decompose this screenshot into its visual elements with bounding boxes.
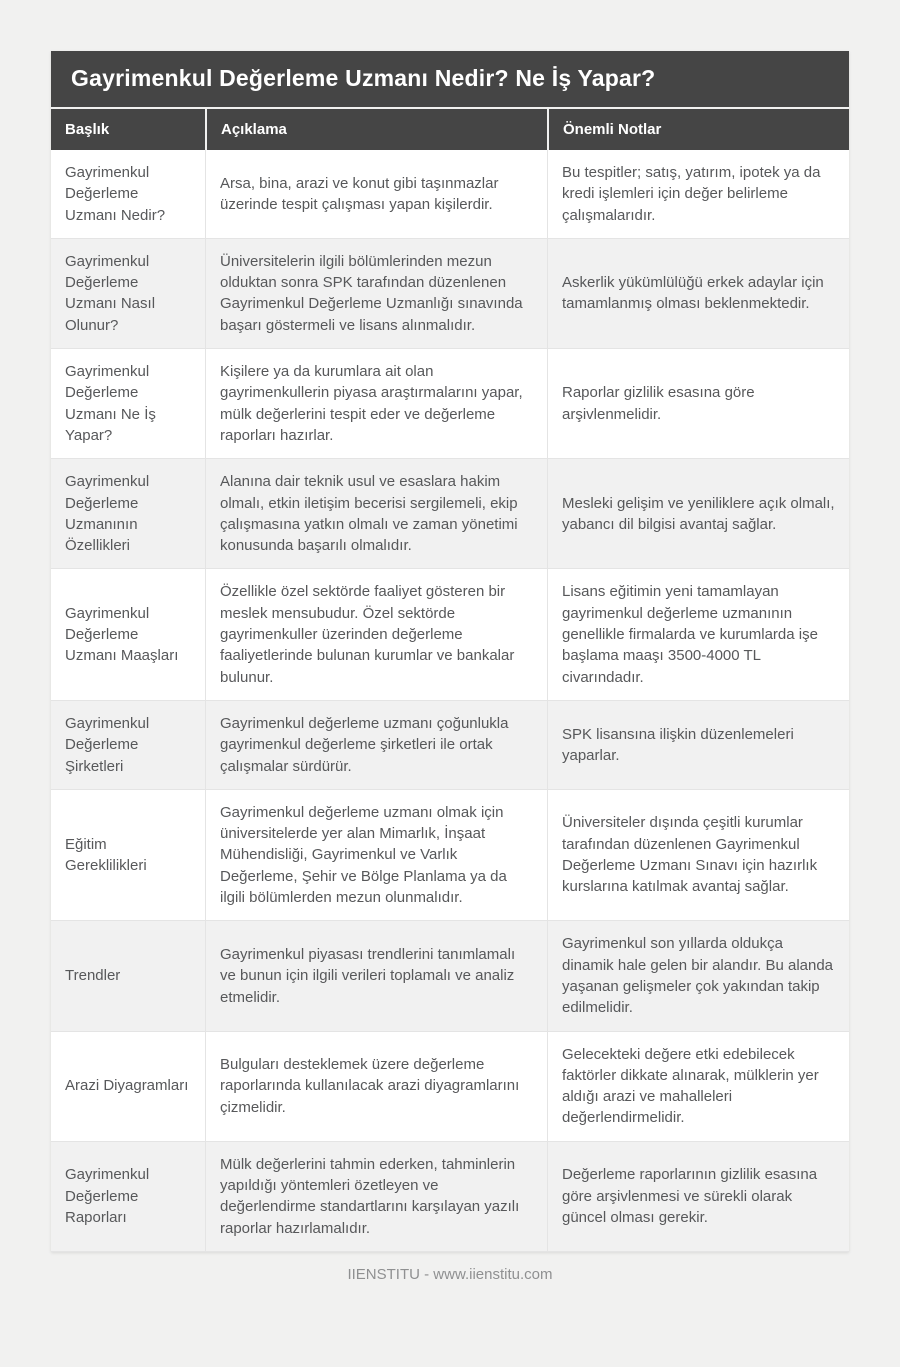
cell-baslik: Arazi Diyagramları [51, 1031, 205, 1141]
table-header [51, 109, 849, 150]
cell-aciklama: Alanına dair teknik usul ve esaslara hakim olmalı, etkin iletişim becerisi sergilemeli, ekip çalışmasına yatkın olmalı ve zaman yönetimi konusunda başarılı olmalıdır. [205, 458, 547, 568]
table-row [51, 1031, 849, 1141]
page [0, 51, 900, 1367]
cell-onemli-notlar: Değerleme raporlarının gizlilik esasına göre arşivlenmesi ve sürekli olarak güncel olması gerekir. [547, 1141, 849, 1252]
table-row [51, 789, 849, 920]
table-row [51, 238, 849, 348]
cell-onemli-notlar: Üniversiteler dışında çeşitli kurumlar tarafından düzenlenen Gayrimenkul Değerleme Uzmanı Sınavı için hazırlık kurslarına katılmak avantaj sağlar. [547, 789, 849, 920]
cell-baslik: Gayrimenkul Değerleme Uzmanı Ne İş Yapar? [51, 348, 205, 458]
table-row [51, 920, 849, 1030]
table-row [51, 150, 849, 238]
cell-baslik: Trendler [51, 920, 205, 1030]
cell-baslik: Eğitim Gereklilikleri [51, 789, 205, 920]
cell-baslik: Gayrimenkul Değerleme Şirketleri [51, 700, 205, 789]
cell-aciklama: Bulguları desteklemek üzere değerleme raporlarında kullanılacak arazi diyagramlarını çizmelidir. [205, 1031, 547, 1141]
cell-onemli-notlar: Bu tespitler; satış, yatırım, ipotek ya da kredi işlemleri için değer belirleme çalışmalarıdır. [547, 150, 849, 238]
cell-baslik: Gayrimenkul Değerleme Uzmanı Nasıl Olunur? [51, 238, 205, 348]
cell-aciklama: Üniversitelerin ilgili bölümlerinden mezun olduktan sonra SPK tarafından düzenlenen Gayrimenkul Değerleme Uzmanlığı sınavında başarı göstermeli ve lisans alınmalıdır. [205, 238, 547, 348]
table-body [51, 150, 849, 1252]
cell-aciklama: Gayrimenkul piyasası trendlerini tanımlamalı ve bunun için ilgili verileri toplamalı ve analiz etmelidir. [205, 920, 547, 1030]
cell-baslik: Gayrimenkul Değerleme Raporları [51, 1141, 205, 1252]
cell-baslik: Gayrimenkul Değerleme Uzmanının Özellikleri [51, 458, 205, 568]
info-table [51, 109, 849, 1252]
page-title: Gayrimenkul Değerleme Uzmanı Nedir? Ne İş Yapar? [51, 51, 849, 107]
table-row [51, 458, 849, 568]
table-row [51, 568, 849, 699]
column-header-aciklama: Açıklama [205, 109, 547, 150]
cell-onemli-notlar: Raporlar gizlilik esasına göre arşivlenmelidir. [547, 348, 849, 458]
table-row [51, 1141, 849, 1252]
footer-credit: IIENSTITU - www.iienstitu.com [347, 1265, 553, 1283]
column-header-baslik: Başlık [51, 109, 205, 150]
table-row [51, 700, 849, 789]
document-card [51, 51, 849, 1252]
cell-baslik: Gayrimenkul Değerleme Uzmanı Maaşları [51, 568, 205, 699]
table-row [51, 348, 849, 458]
cell-aciklama: Kişilere ya da kurumlara ait olan gayrimenkullerin piyasa araştırmalarını yapar, mülk değerlerini tespit eder ve değerleme raporları hazırlar. [205, 348, 547, 458]
column-header-onemli-notlar: Önemli Notlar [547, 109, 849, 150]
cell-aciklama: Özellikle özel sektörde faaliyet gösteren bir meslek mensubudur. Özel sektörde gayrimenkuller üzerinden değerleme faaliyetlerinde bulunan kurumlar ve bankalar bulunur. [205, 568, 547, 699]
cell-aciklama: Mülk değerlerini tahmin ederken, tahminlerin yapıldığı yöntemleri özetleyen ve değerlendirme standartlarını karşılayan yazılı raporlar hazırlamalıdır. [205, 1141, 547, 1252]
cell-onemli-notlar: Mesleki gelişim ve yeniliklere açık olmalı, yabancı dil bilgisi avantaj sağlar. [547, 458, 849, 568]
cell-onemli-notlar: Askerlik yükümlülüğü erkek adaylar için tamamlanmış olması beklenmektedir. [547, 238, 849, 348]
cell-aciklama: Arsa, bina, arazi ve konut gibi taşınmazlar üzerinde tespit çalışması yapan kişilerdir. [205, 150, 547, 238]
cell-aciklama: Gayrimenkul değerleme uzmanı çoğunlukla gayrimenkul değerleme şirketleri ile ortak çalışmalar sürdürür. [205, 700, 547, 789]
cell-onemli-notlar: Lisans eğitimin yeni tamamlayan gayrimenkul değerleme uzmanının genellikle firmalarda ve kurumlarda işe başlama maaşı 3500-4000 TL civarındadır. [547, 568, 849, 699]
cell-baslik: Gayrimenkul Değerleme Uzmanı Nedir? [51, 150, 205, 238]
cell-onemli-notlar: Gelecekteki değere etki edebilecek faktörler dikkate alınarak, mülklerin yer aldığı arazi ve mahalleleri değerlendirmelidir. [547, 1031, 849, 1141]
cell-onemli-notlar: SPK lisansına ilişkin düzenlemeleri yaparlar. [547, 700, 849, 789]
cell-aciklama: Gayrimenkul değerleme uzmanı olmak için üniversitelerde yer alan Mimarlık, İnşaat Mühendisliği, Gayrimenkul ve Varlık Değerleme, Şehir ve Bölge Planlama ya da ilgili bölümlerden mezun olunmalıdır. [205, 789, 547, 920]
cell-onemli-notlar: Gayrimenkul son yıllarda oldukça dinamik hale gelen bir alandır. Bu alanda yaşanan gelişmeler çok yakından takip edilmelidir. [547, 920, 849, 1030]
